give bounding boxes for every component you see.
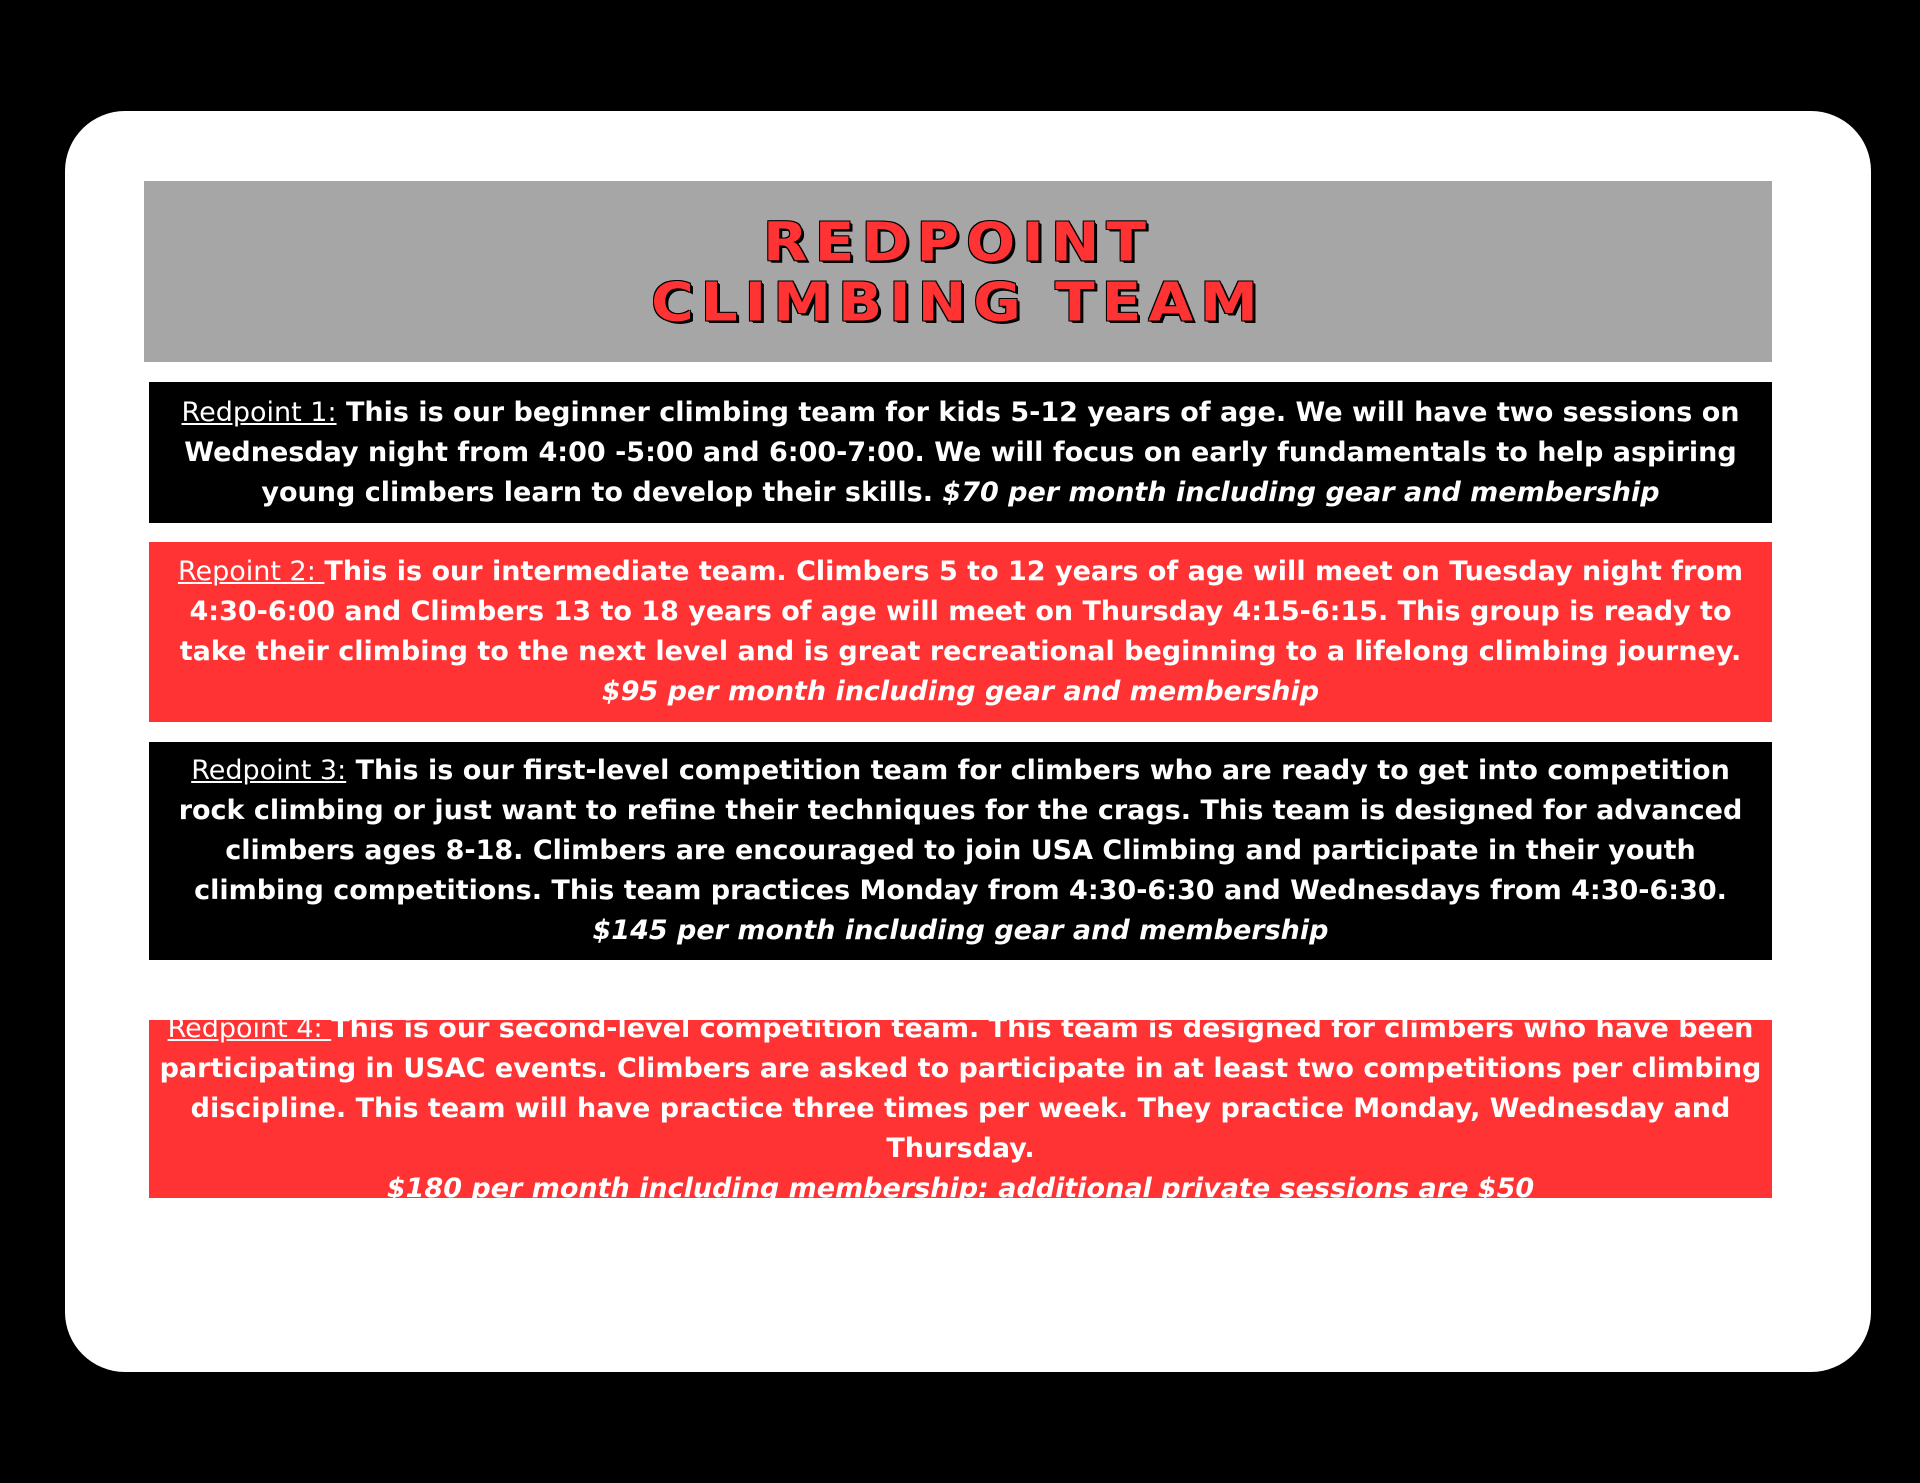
team-box-redpoint-1	[149, 382, 1772, 523]
team-label: Redpoint 4:	[167, 1013, 332, 1044]
team-description: This is our second-level competition team. This team is designed for climbers who have been participating in USAC events. Climbers are asked to participate in at least two competitions per climbing discipline. This team will have practice three times per week. They practice Monday, Wednesday and Thursday.	[159, 1013, 1762, 1164]
title-banner	[144, 181, 1772, 362]
team-box-redpoint-3	[149, 742, 1772, 960]
team-label: Repoint 2:	[177, 556, 325, 587]
team-description: This is our intermediate team. Climbers 5 to 12 years of age will meet on Tuesday night from 4:30-6:00 and Climbers 13 to 18 years of age will meet on Thursday 4:15-6:15. This group is ready to take their climbing to the next level and is great recreational beginning to a lifelong climbing journey.	[179, 556, 1744, 667]
team-box-redpoint-4	[149, 1013, 1772, 1204]
team-description: This is our first-level competition team for climbers who are ready to get into competition rock climbing or just want to refine their techniques for the crags. This team is designed for advanced climbers ages 8-18. Climbers are encouraged to join USA Climbing and participate in their youth climbing competitions. This team practices Monday from 4:30-6:30 and Wednesdays from 4:30-6:30.	[178, 755, 1743, 906]
team-label: Redpoint 3:	[191, 755, 347, 786]
team-price: $180 per month including membership: additional private sessions are $50	[386, 1173, 1535, 1204]
team-price: $70 per month including gear and membership	[942, 476, 1660, 508]
team-label: Redpoint 1:	[181, 396, 337, 428]
team-price: $145 per month including gear and membership	[592, 915, 1329, 946]
title-line-2: CLIMBING TEAM	[651, 270, 1265, 333]
team-description: This is our beginner climbing team for kids 5-12 years of age. We will have two sessions on Wednesday night from 4:00 -5:00 and 6:00-7:00. We will focus on early fundamentals to help aspiring young climbers learn to develop their skills.	[184, 396, 1740, 508]
team-price: $95 per month including gear and membership	[601, 676, 1320, 707]
title-line-1: REDPOINT	[763, 210, 1153, 273]
team-box-redpoint-2	[149, 542, 1772, 722]
